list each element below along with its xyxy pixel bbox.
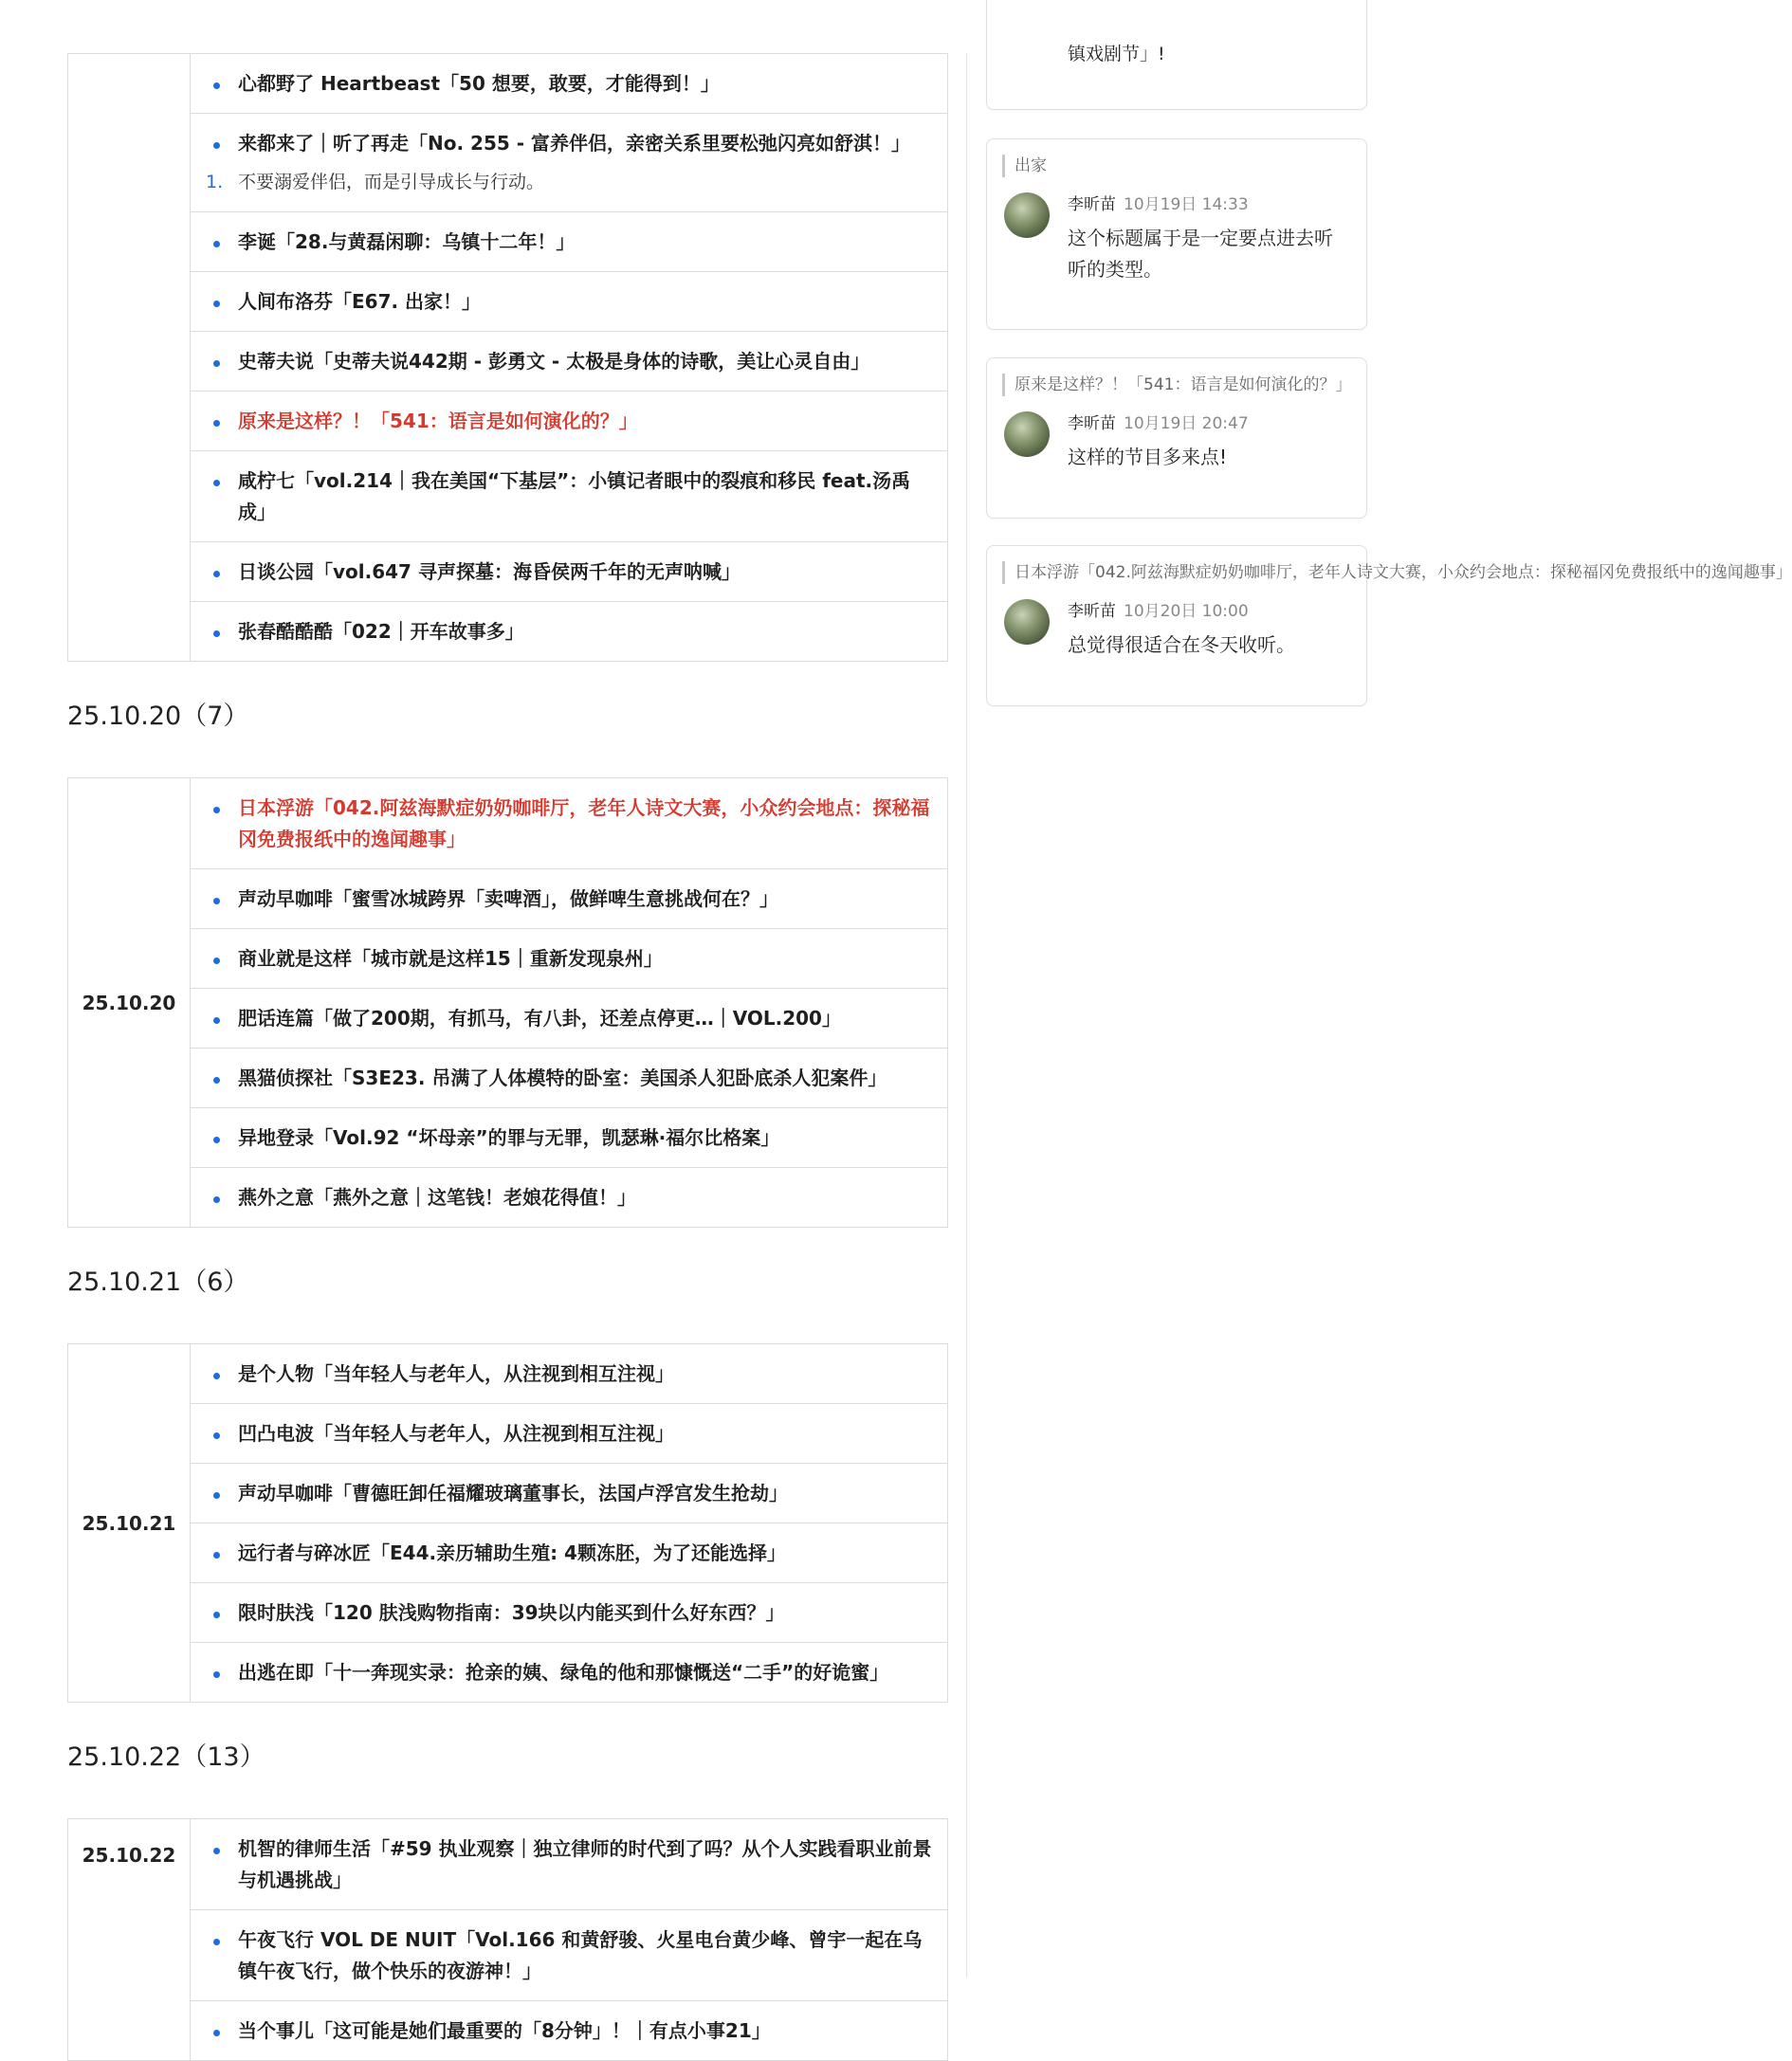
episode-title: 张春酷酷酷「022｜开车故事多」 <box>238 620 524 643</box>
episode-title: 人间布洛芬「E67. 出家！」 <box>238 290 482 313</box>
table-row <box>68 602 948 662</box>
episode-item[interactable] <box>191 542 948 602</box>
comment-time: 10月19日 14:33 <box>1124 195 1249 214</box>
table-row <box>68 54 948 114</box>
episode-item[interactable]: 黑猫侦探社「S3E23. 吊满了人体模特的卧室：美国杀人犯卧底杀人犯案件」 <box>191 1049 948 1108</box>
table-row <box>68 1404 948 1464</box>
comment-text: 总觉得很适合在冬天收听。 <box>1068 633 1295 656</box>
episode-item[interactable]: 燕外之意「燕外之意｜这笔钱！老娘花得值！」 <box>191 1168 948 1228</box>
comment-card <box>986 138 1367 330</box>
table-row <box>68 1108 948 1168</box>
table-row <box>68 212 948 272</box>
comment-body <box>987 177 1366 304</box>
episode-item[interactable]: 声动早咖啡「曹德旺卸任福耀玻璃董事长，法国卢浮宫发生抢劫」 <box>191 1464 948 1523</box>
episode-item[interactable]: 当个事儿「这可能是她们最重要的「8分钟」！｜有点小事21」 <box>191 2001 948 2061</box>
day-table <box>67 1343 948 1703</box>
comment-reference[interactable]: 原来是这样？！「541：语言是如何演化的？」 <box>1002 374 1346 396</box>
comment-text: 这样的节目多来点! <box>1068 446 1228 468</box>
table-row <box>68 1344 948 1404</box>
episode-item[interactable]: 是个人物「当年轻人与老年人，从注视到相互注视」 <box>191 1344 948 1404</box>
table-row <box>68 272 948 332</box>
comment-body <box>987 396 1366 492</box>
main-content <box>67 53 949 2061</box>
comment-meta <box>1068 192 1347 217</box>
episode-title: 心都野了 Heartbeast「50 想要，敢要，才能得到！」 <box>238 72 720 95</box>
table-row <box>68 1819 948 1910</box>
episode-item[interactable] <box>191 392 948 451</box>
table-row <box>68 392 948 451</box>
episode-note <box>206 167 932 198</box>
episode-title: 李诞「28.与黄磊闲聊：乌镇十二年！」 <box>238 230 576 253</box>
comment-author[interactable]: 李昕苗 <box>1068 414 1116 433</box>
table-row <box>68 1464 948 1523</box>
table-row <box>68 1049 948 1108</box>
date-cell: 25.10.20 <box>68 778 191 1228</box>
avatar[interactable] <box>1004 411 1050 457</box>
episode-title: 原来是这样？！「541：语言是如何演化的？」 <box>238 410 638 432</box>
episode-item[interactable]: 声动早咖啡「蜜雪冰城跨界「卖啤酒」，做鲜啤生意挑战何在？」 <box>191 869 948 929</box>
table-row <box>68 869 948 929</box>
table-row <box>68 332 948 392</box>
day-table <box>67 777 948 1228</box>
table-row <box>68 2001 948 2061</box>
comment-meta <box>1068 599 1347 624</box>
comment-text: 镇戏剧节」! <box>1068 44 1165 64</box>
day-table-25-10-19 <box>67 53 948 662</box>
episode-title: 史蒂夫说「史蒂夫说442期 - 彭勇文 - 太极是身体的诗歌，美让心灵自由」 <box>238 350 870 373</box>
comment-card <box>986 545 1792 706</box>
episode-item[interactable] <box>191 332 948 392</box>
episode-title: 来都来了｜听了再走「No. 255 - 富养伴侣，亲密关系里要松弛闪亮如舒淇！」 <box>238 132 911 155</box>
section-heading: 25.10.22（13） <box>67 1742 265 1772</box>
table-row <box>68 1643 948 1703</box>
comment-author[interactable]: 李昕苗 <box>1068 195 1116 214</box>
comment-text: 这个标题属于是一定要点进去听听的类型。 <box>1068 227 1333 281</box>
table-row <box>68 1168 948 1228</box>
episode-item[interactable]: 凹凸电波「当年轻人与老年人，从注视到相互注视」 <box>191 1404 948 1464</box>
comment-meta <box>1068 411 1347 436</box>
episode-item[interactable]: 异地登录「Vol.92 “坏母亲”的罪与无罪，凯瑟琳·福尔比格案」 <box>191 1108 948 1168</box>
avatar[interactable] <box>1004 599 1050 645</box>
table-row <box>68 451 948 542</box>
section-heading: 25.10.21（6） <box>67 1268 249 1297</box>
episode-title: 咸柠七「vol.214｜我在美国“下基层”：小镇记者眼中的裂痕和移民 feat.汤禹成」 <box>238 469 911 523</box>
comment-card-partial <box>986 0 1367 110</box>
date-cell <box>68 54 191 662</box>
comment-reference[interactable]: 日本浮游「042.阿兹海默症奶奶咖啡厅，老年人诗文大赛，小众约会地点：探秘福冈免费报纸中的逸闻趣事」 <box>1002 561 1346 584</box>
table-row <box>68 1910 948 2001</box>
episode-item[interactable] <box>191 451 948 542</box>
table-row <box>68 778 948 869</box>
episode-item[interactable]: 限时肤浅「120 肤浅购物指南：39块以内能买到什么好东西？」 <box>191 1583 948 1643</box>
avatar[interactable] <box>1004 192 1050 238</box>
column-divider <box>966 53 967 1978</box>
table-row <box>68 1523 948 1583</box>
date-cell: 25.10.22 <box>68 1819 191 2061</box>
section-heading: 25.10.20（7） <box>67 702 249 731</box>
table-row <box>68 929 948 989</box>
episode-item[interactable] <box>191 602 948 662</box>
episode-item[interactable] <box>191 212 948 272</box>
episode-title: 日谈公园「vol.647 寻声探墓：海昏侯两千年的无声呐喊」 <box>238 560 741 583</box>
episode-item[interactable] <box>191 54 948 114</box>
comment-time: 10月19日 20:47 <box>1124 414 1249 433</box>
table-row <box>68 114 948 212</box>
comment-body <box>987 584 1366 680</box>
table-row <box>68 542 948 602</box>
episode-item[interactable]: 出逃在即「十一奔现实录：抢亲的姨、绿龟的他和那慷慨送“二手”的好诡蜜」 <box>191 1643 948 1703</box>
episode-item[interactable]: 商业就是这样「城市就是这样15｜重新发现泉州」 <box>191 929 948 989</box>
episode-item[interactable]: 远行者与碎冰匠「E44.亲历辅助生殖: 4颗冻胚，为了还能选择」 <box>191 1523 948 1583</box>
comment-reference[interactable]: 出家 <box>1002 155 1346 177</box>
episode-item[interactable] <box>191 114 948 212</box>
day-table <box>67 1818 948 2061</box>
date-cell: 25.10.21 <box>68 1344 191 1703</box>
note-number: 1. <box>206 172 224 192</box>
episode-item[interactable]: 午夜飞行 VOL DE NUIT「Vol.166 和黄舒骏、火星电台黄少峰、曾宇一起在乌镇午夜飞行，做个快乐的夜游神！」 <box>191 1910 948 2001</box>
note-text: 不要溺爱伴侣，而是引导成长与行动。 <box>238 172 545 192</box>
comment-card <box>986 357 1367 519</box>
comment-author[interactable]: 李昕苗 <box>1068 602 1116 621</box>
episode-item[interactable] <box>191 272 948 332</box>
table-row <box>68 989 948 1049</box>
episode-item[interactable]: 肥话连篇「做了200期，有抓马，有八卦，还差点停更…｜VOL.200」 <box>191 989 948 1049</box>
episode-item[interactable]: 日本浮游「042.阿兹海默症奶奶咖啡厅，老年人诗文大赛，小众约会地点：探秘福冈免费报纸中的逸闻趣事」 <box>191 778 948 869</box>
table-row <box>68 1583 948 1643</box>
comment-time: 10月20日 10:00 <box>1124 602 1249 621</box>
episode-item[interactable]: 机智的律师生活「#59 执业观察｜独立律师的时代到了吗？从个人实践看职业前景与机遇挑战」 <box>191 1819 948 1910</box>
